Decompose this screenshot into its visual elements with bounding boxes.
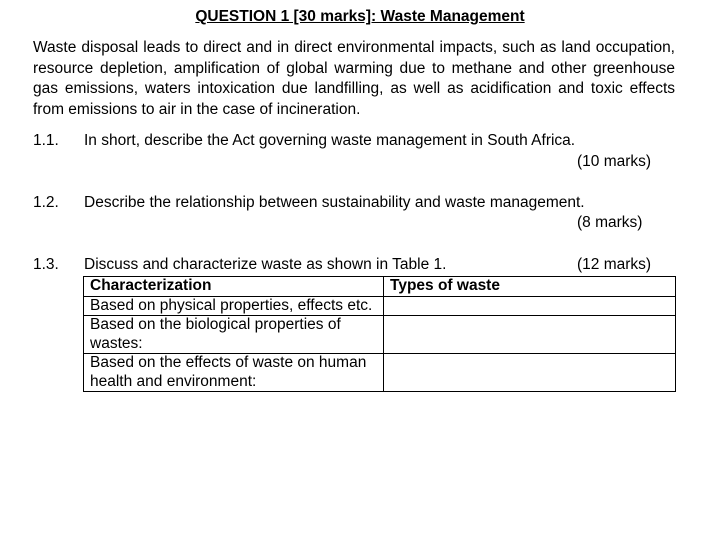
question-text-1-2: Describe the relationship between sustainability and waste management. <box>84 194 585 211</box>
question-number-1-1: 1.1. <box>33 132 59 149</box>
question-number-1-2: 1.2. <box>33 194 59 211</box>
question-text-1-1: In short, describe the Act governing waste management in South Africa. <box>84 132 576 149</box>
table-row <box>84 296 676 316</box>
row-types-biological <box>384 316 676 354</box>
row-characterization-health: Based on the effects of waste on human health and environment: <box>84 354 384 392</box>
row-characterization-physical: Based on physical properties, effects etc. <box>84 296 384 316</box>
row-types-physical <box>384 296 676 316</box>
table-header-row <box>84 277 676 297</box>
question-marks-1-2: (8 marks) <box>577 214 643 231</box>
intro-paragraph: Waste disposal leads to direct and in direct environmental impacts, such as land occupation, resource depletion, amplification of global warming due to methane and other greenhouse gas emissions, waters intoxication due landfilling, as well as acidification and toxic effects from emissions to air in the case of incineration. <box>33 39 675 118</box>
question-title: QUESTION 1 [30 marks]: Waste Management <box>195 8 525 25</box>
row-types-health <box>384 354 676 392</box>
question-marks-1-3: (12 marks) <box>577 256 652 273</box>
question-number-1-3: 1.3. <box>33 256 59 273</box>
question-marks-1-1: (10 marks) <box>577 153 652 170</box>
table-row <box>84 316 676 354</box>
header-types-of-waste: Types of waste <box>384 277 676 297</box>
waste-characterization-table <box>83 276 676 392</box>
row-characterization-biological: Based on the biological properties of wastes: <box>84 316 384 354</box>
table-row <box>84 354 676 392</box>
header-characterization: Characterization <box>84 277 384 297</box>
question-text-1-3: Discuss and characterize waste as shown in Table 1. <box>84 256 447 273</box>
